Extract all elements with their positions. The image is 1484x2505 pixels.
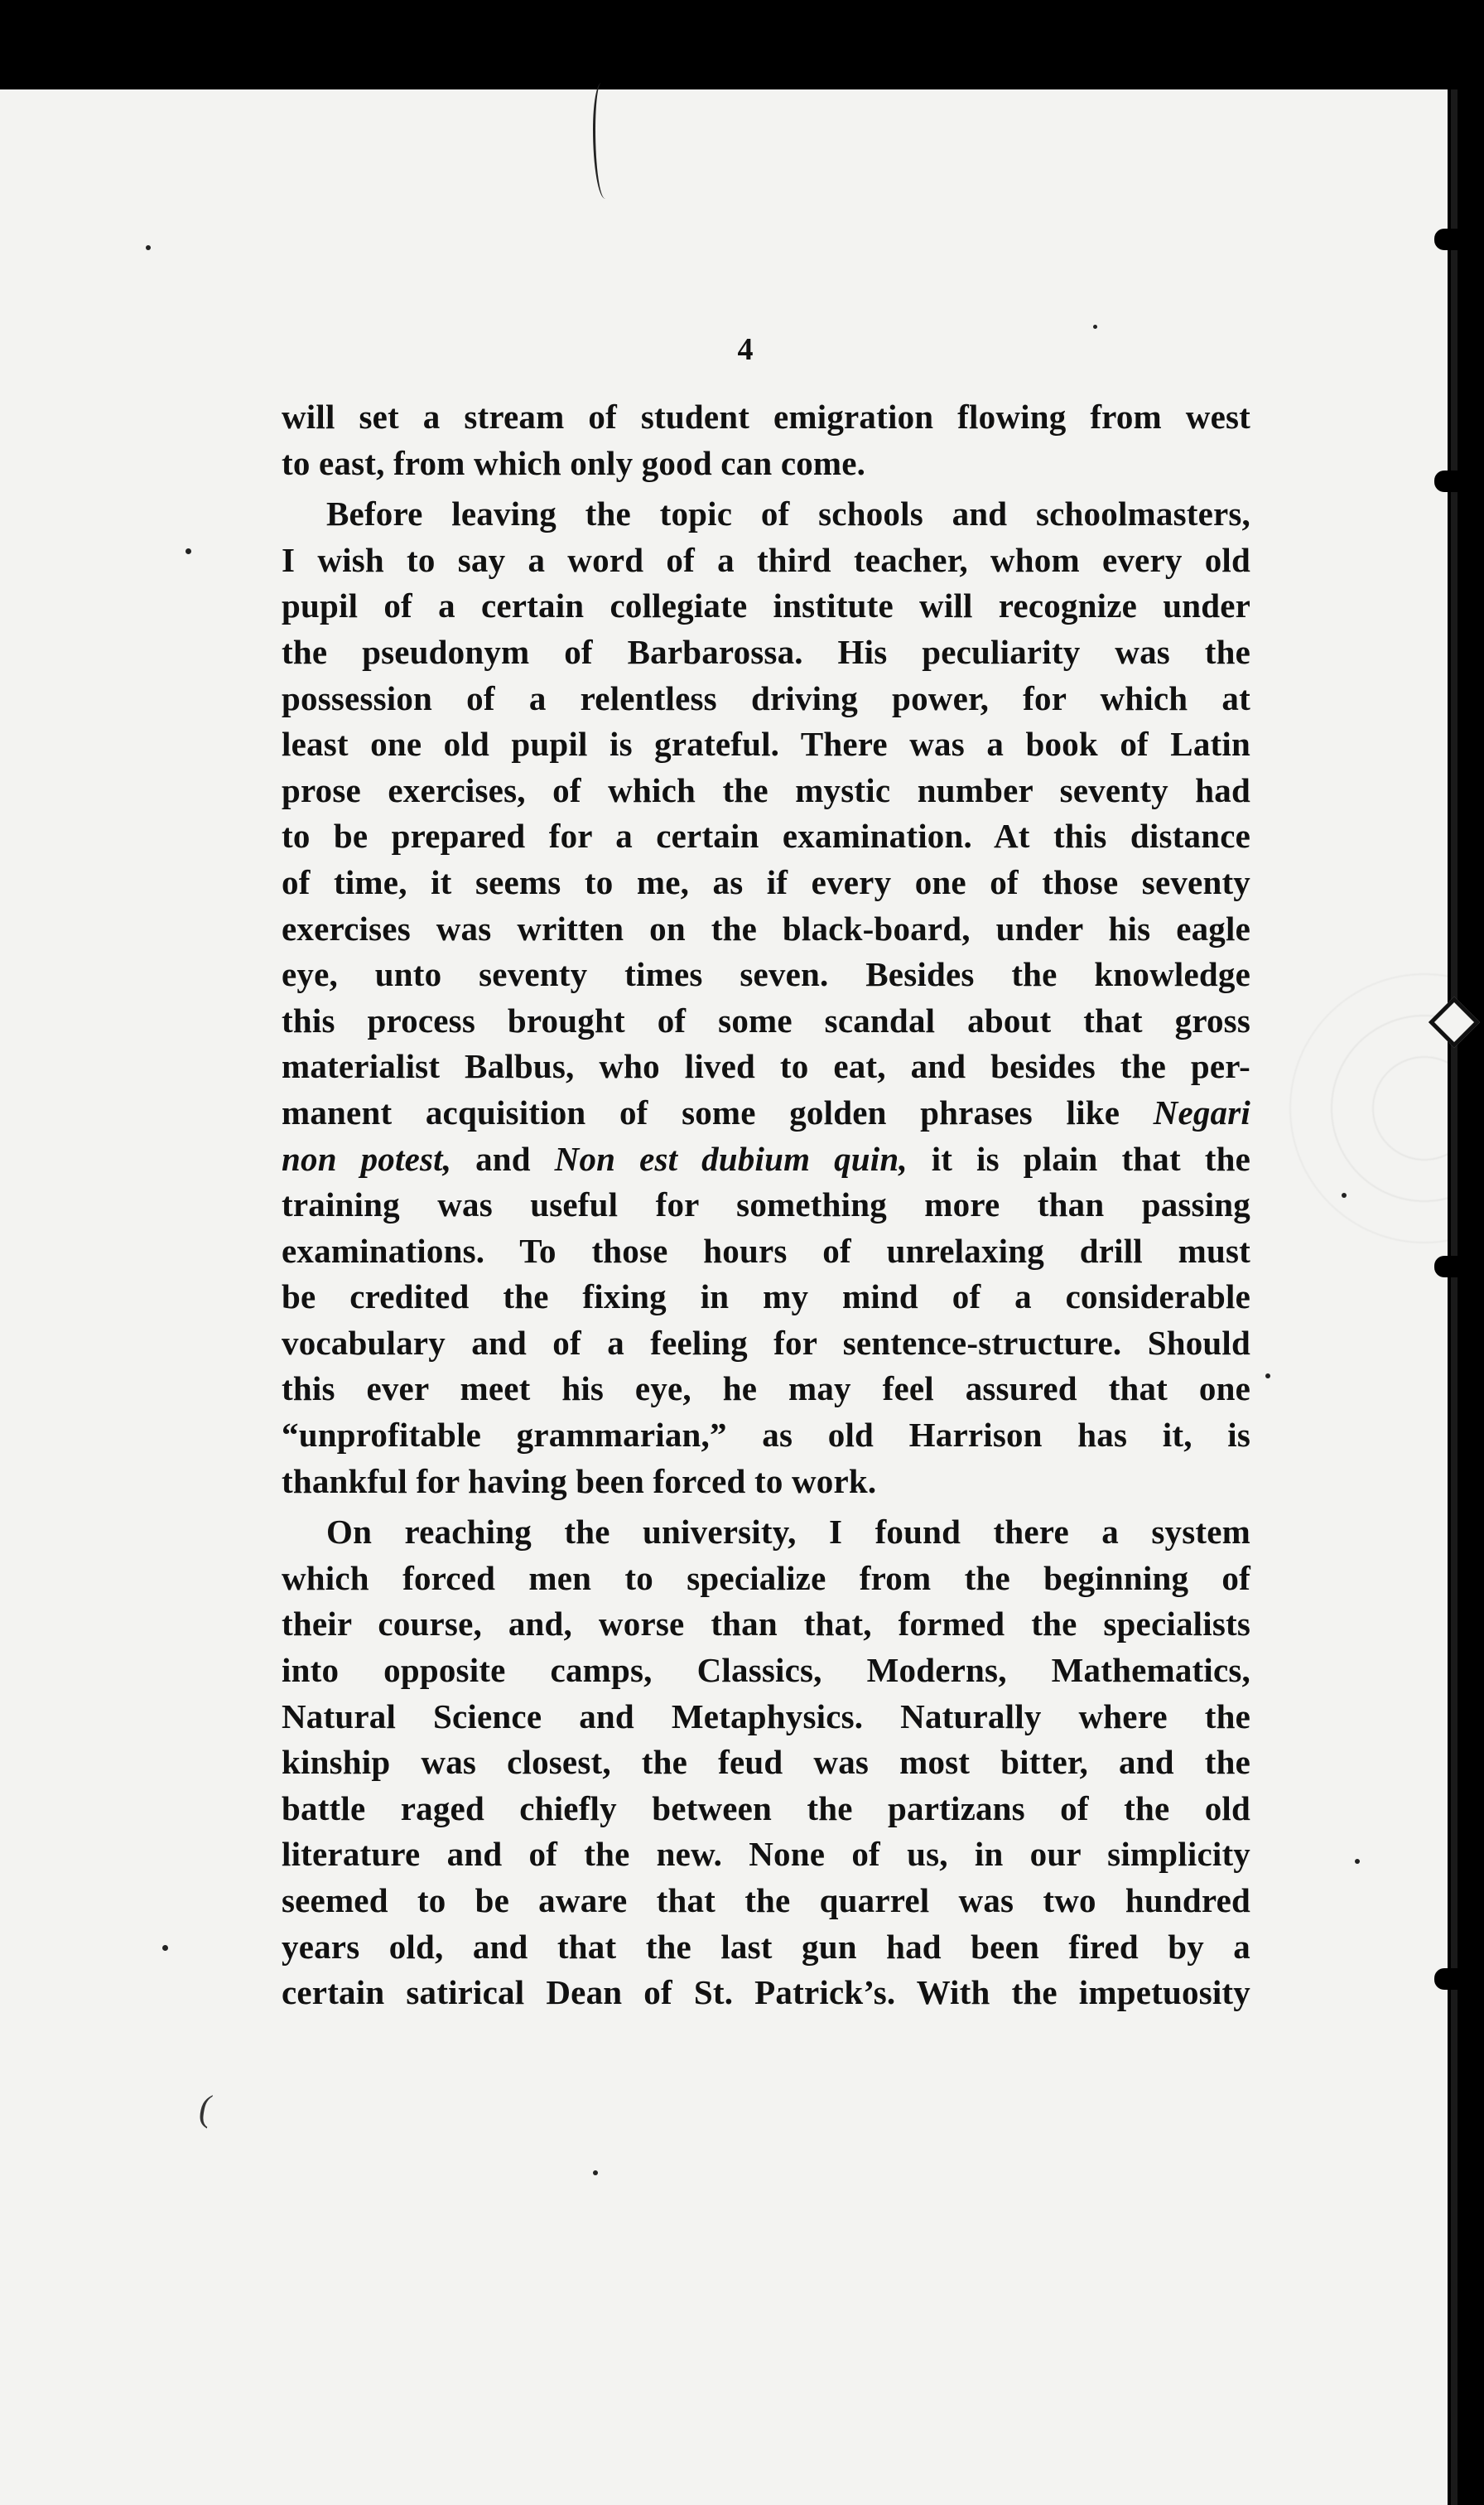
binding-clip-mark <box>1434 229 1471 250</box>
text-line: possession of a relentless driving power, for which at <box>282 678 1250 717</box>
text-line: to east, from which only good can come. <box>282 443 866 482</box>
scan-speck <box>593 2170 598 2175</box>
text-line: seemed to be aware that the quarrel was two hundred <box>282 1881 1250 1919</box>
text-line: their course, and, worse than that, formed the specialists <box>282 1605 1250 1643</box>
text-line: into opposite camps, Classics, Moderns, Mathematics, <box>282 1651 1250 1690</box>
text-line: years old, and that the last gun had been fired by a <box>282 1927 1250 1966</box>
scan-top-border <box>0 0 1484 89</box>
text-line: materialist Balbus, who lived to eat, and besides the per- <box>282 1047 1250 1086</box>
binding-clip-mark <box>1434 1968 1471 1990</box>
text-line: be credited the fixing in my mind of a considerable <box>282 1277 1250 1316</box>
text-line: of time, it seems to me, as if every one of those seventy <box>282 862 1250 901</box>
scan-speck <box>1093 325 1097 329</box>
text-line: to be prepared for a certain examination. At this distance <box>282 817 1250 856</box>
text-line: will set a stream of student emigration flowing from west <box>282 398 1250 436</box>
text-line <box>282 1137 1250 1183</box>
text-line: prose exercises, of which the mystic number seventy had <box>282 770 1250 809</box>
latin-phrase: Non est dubium quin, <box>554 1139 908 1178</box>
scan-speck <box>146 245 151 250</box>
text-line: I wish to say a word of a third teacher, whom every old <box>282 540 1250 579</box>
scan-speck <box>1355 1859 1360 1864</box>
text-line: pupil of a certain collegiate institute will recognize under <box>282 586 1250 625</box>
text-segment: manent acquisition of some golden phrases like <box>282 1093 1154 1132</box>
text-line: battle raged chiefly between the partizans of the old <box>282 1788 1250 1827</box>
binding-clip-mark <box>1434 1256 1471 1277</box>
latin-phrase: non potest, <box>282 1139 452 1178</box>
page-number: 4 <box>737 332 754 367</box>
text-line: vocabulary and of a feeling for sentence-structure. Should <box>282 1323 1250 1362</box>
binding-line <box>1451 89 1458 2505</box>
text-line: least one old pupil is grateful. There was a book of Latin <box>282 725 1250 764</box>
text-line <box>282 1090 1250 1137</box>
paragraph-1 <box>282 394 1250 486</box>
text-line: which forced men to specialize from the beginning of <box>282 1558 1250 1597</box>
text-line: certain satirical Dean of St. Patrick’s. With the impetuosity <box>282 1973 1250 2012</box>
scan-speck <box>162 1945 168 1951</box>
text-line: literature and of the new. None of us, in our simplicity <box>282 1835 1250 1874</box>
paragraph-2 <box>282 491 1250 1504</box>
text-line: thankful for having been forced to work. <box>282 1461 877 1500</box>
text-line: Natural Science and Metaphysics. Naturally where the <box>282 1697 1250 1735</box>
latin-phrase: Negari <box>1153 1093 1250 1132</box>
text-line: exercises was written on the black-board, under his eagle <box>282 909 1250 948</box>
text-line: this process brought of some scandal about that gross <box>282 1001 1250 1040</box>
text-line: examinations. To those hours of unrelaxing drill must <box>282 1231 1250 1270</box>
scan-speck <box>1265 1373 1270 1378</box>
scan-speck <box>186 548 191 554</box>
text-line: this ever meet his eye, he may feel assured that one <box>282 1369 1250 1408</box>
text-segment: and <box>451 1139 555 1178</box>
body-text <box>282 394 1250 2016</box>
text-line: eye, unto seventy times seven. Besides the knowledge <box>282 955 1250 994</box>
text-line: Before leaving the topic of schools and schoolmasters, <box>326 495 1250 533</box>
text-line: training was useful for something more than passing <box>282 1185 1250 1224</box>
margin-mark: ( <box>199 2088 211 2129</box>
text-line: kinship was closest, the feud was most bitter, and the <box>282 1743 1250 1782</box>
text-line: On reaching the university, I found there a system <box>326 1513 1250 1552</box>
paragraph-3 <box>282 1509 1250 2016</box>
text-line: the pseudonym of Barbarossa. His peculiarity was the <box>282 632 1250 671</box>
binding-clip-mark <box>1434 471 1471 492</box>
scan-speck <box>1342 1193 1347 1198</box>
text-segment: it is plain that the <box>907 1139 1250 1178</box>
text-line: “unprofitable grammarian,” as old Harrison has it, is <box>282 1416 1250 1455</box>
